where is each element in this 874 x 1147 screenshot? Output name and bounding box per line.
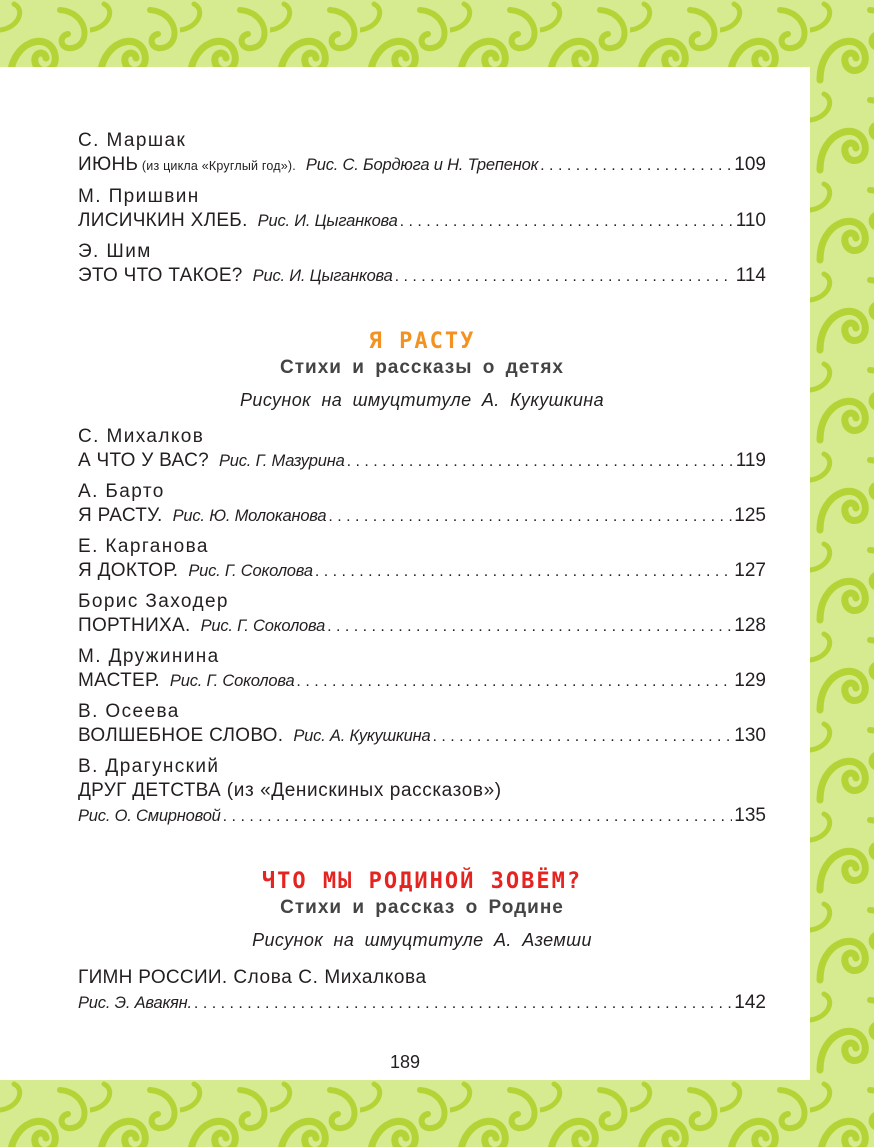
entry-illustrator: Рис. Г. Соколова	[169, 672, 295, 690]
toc-entry	[78, 700, 766, 749]
entry-row	[78, 803, 766, 829]
leader-dots	[395, 264, 734, 289]
entry-title: МАСТЕР.	[78, 670, 160, 691]
entry-author: В. Осеева	[78, 701, 180, 722]
entry-author: М. Дружинина	[78, 646, 220, 667]
entry-illustrator: Рис. С. Бордюга и Н. Трепенок	[305, 156, 539, 174]
toc-entry	[78, 425, 766, 474]
page-number: 189	[389, 1052, 421, 1072]
entry-row	[78, 613, 766, 639]
leader-dots	[328, 504, 732, 529]
leader-dots	[223, 804, 733, 829]
toc-entry-shim	[78, 240, 766, 289]
entry-title: ВОЛШЕБНОЕ СЛОВО.	[78, 725, 284, 746]
entry-row	[78, 668, 766, 694]
entry-title: А ЧТО У ВАС?	[78, 450, 209, 471]
section-subtitle: Стихи и рассказ о Родине	[280, 897, 564, 918]
leader-dots	[315, 559, 732, 584]
entry-page: 128	[734, 615, 766, 636]
entry-row	[78, 152, 766, 179]
toc-entry-dragunsky	[78, 755, 766, 829]
leader-dots	[327, 614, 732, 639]
toc-entry-prishvin	[78, 185, 766, 234]
entry-illustrator: Рис. О. Смирновой	[78, 807, 221, 825]
leader-dots	[400, 209, 734, 234]
entry-title: ИЮНЬ (из цикла «Круглый год»).	[78, 154, 296, 175]
section-title: Я РАСТУ	[368, 329, 476, 354]
entry-row	[78, 208, 766, 234]
leader-dots	[194, 991, 732, 1016]
page-sheet	[0, 67, 810, 1080]
entry-author: М. Пришвин	[78, 186, 200, 207]
toc-entry	[78, 645, 766, 694]
entry-title: Я ДОКТОР.	[78, 560, 179, 581]
entry-page: 135	[734, 805, 766, 826]
toc-entry-gimn	[78, 965, 766, 1016]
entry-illustrator: Рис. Ю. Молоканова	[172, 507, 327, 525]
toc-entry	[78, 535, 766, 584]
entry-title: ГИМН РОССИИ. Слова С. Михалкова	[78, 967, 427, 988]
entry-title: Я РАСТУ.	[78, 505, 163, 526]
entry-page: 130	[734, 725, 766, 746]
section-header-ya-rastu	[78, 329, 766, 415]
section-header-rodina	[78, 869, 766, 955]
leader-dots	[540, 153, 732, 178]
entry-title: ЛИСИЧКИН ХЛЕБ.	[78, 210, 248, 231]
entry-illustrator: Рис. Г. Мазурина	[218, 452, 345, 470]
leader-dots	[432, 724, 732, 749]
entry-author: В. Драгунский	[78, 756, 220, 777]
entry-author: А. Барто	[78, 481, 165, 502]
entry-page: 119	[735, 450, 766, 471]
entry-row	[78, 990, 766, 1016]
entry-page: 114	[735, 265, 766, 286]
entry-illustrator: Рис. Г. Соколова	[188, 562, 313, 580]
section-subtitle: Стихи и рассказы о детях	[280, 357, 564, 378]
section-title: ЧТО МЫ РОДИНОЙ ЗОВЁМ?	[261, 869, 583, 894]
entry-page: 109	[734, 154, 766, 175]
entry-page: 129	[734, 670, 766, 691]
toc-entry	[78, 480, 766, 529]
section-credit: Рисунок на шмуцтитуле А. Аземши	[252, 930, 592, 950]
entry-page: 125	[734, 505, 766, 526]
entry-author: С. Михалков	[78, 426, 205, 447]
table-of-contents	[78, 125, 766, 1022]
leader-dots	[347, 449, 734, 474]
entry-illustrator: Рис. И. Цыганкова	[257, 212, 398, 230]
section-credit: Рисунок на шмуцтитуле А. Кукушкина	[240, 390, 604, 410]
entry-row	[78, 263, 766, 289]
entry-row	[78, 448, 766, 474]
entry-row	[78, 723, 766, 749]
entry-illustrator: Рис. А. Кукушкина	[293, 727, 431, 745]
entry-illustrator: Рис. Г. Соколова	[200, 617, 326, 635]
entry-title: ЭТО ЧТО ТАКОЕ?	[78, 265, 243, 286]
entry-author: Е. Карганова	[78, 536, 209, 557]
entry-page: 127	[734, 560, 766, 581]
entry-title: ДРУГ ДЕТСТВА (из «Денискиных рассказов»)	[78, 780, 502, 801]
entry-page: 142	[734, 992, 766, 1013]
entry-illustrator: Рис. И. Цыганкова	[252, 267, 393, 285]
entry-illustrator: Рис. Э. Авакян.	[78, 994, 192, 1012]
entry-author: Э. Шим	[78, 241, 152, 262]
entry-row	[78, 503, 766, 529]
entry-author: Борис Заходер	[78, 591, 229, 612]
entry-author: С. Маршак	[78, 130, 187, 151]
entry-page: 110	[735, 210, 766, 231]
entry-title: ПОРТНИХА.	[78, 615, 191, 636]
toc-entry	[78, 590, 766, 639]
leader-dots	[296, 669, 732, 694]
toc-entry-marshak	[78, 129, 766, 179]
entry-row	[78, 558, 766, 584]
